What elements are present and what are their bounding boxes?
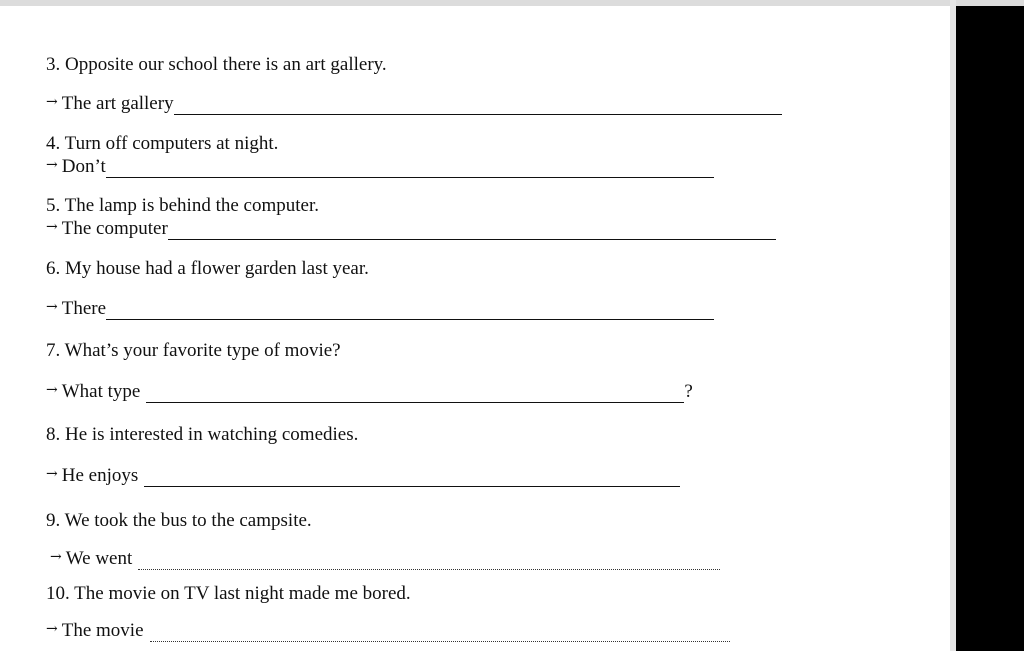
question-4 — [46, 133, 278, 155]
arrow-icon: → — [46, 466, 58, 482]
question-3 — [46, 54, 387, 76]
arrow-icon: → — [46, 382, 58, 398]
answer-6-prefix: There — [61, 298, 107, 319]
arrow-icon: → — [50, 549, 62, 565]
answer-9-blank[interactable] — [138, 553, 720, 570]
answer-4-blank[interactable] — [106, 161, 714, 178]
answer-5-prefix: The computer — [61, 218, 168, 239]
question-9 — [46, 510, 312, 532]
answer-line-9 — [50, 548, 720, 570]
question-8-text: 8. He is interested in watching comedies. — [46, 424, 359, 445]
question-5-text: 5. The lamp is behind the computer. — [46, 195, 319, 216]
answer-3-prefix: The art gallery — [61, 93, 174, 114]
arrow-icon: → — [46, 157, 58, 173]
arrow-icon: → — [46, 94, 58, 110]
answer-7-prefix: What type — [61, 381, 141, 402]
answer-10-prefix: The movie — [61, 620, 144, 641]
question-10-text: 10. The movie on TV last night made me bored. — [46, 583, 411, 604]
question-7 — [46, 340, 341, 362]
answer-8-blank[interactable] — [144, 470, 680, 487]
question-6 — [46, 258, 369, 280]
answer-6-blank[interactable] — [106, 303, 714, 320]
answer-line-8 — [46, 465, 680, 487]
question-3-text: 3. Opposite our school there is an art gallery. — [46, 54, 387, 75]
arrow-icon: → — [46, 299, 58, 315]
answer-7-blank[interactable] — [146, 386, 684, 403]
answer-line-5 — [46, 218, 776, 240]
answer-line-7 — [46, 381, 693, 403]
question-5 — [46, 195, 319, 217]
document-page — [0, 6, 950, 651]
answer-8-prefix: He enjoys — [61, 465, 139, 486]
answer-line-3 — [46, 93, 782, 115]
answer-line-10 — [46, 620, 730, 642]
question-4-text: 4. Turn off computers at night. — [46, 133, 279, 154]
question-9-text: 9. We took the bus to the campsite. — [46, 510, 312, 531]
answer-10-blank[interactable] — [150, 625, 730, 642]
arrow-icon: → — [46, 621, 58, 637]
answer-7-suffix: ? — [684, 381, 693, 402]
arrow-icon: → — [46, 219, 58, 235]
answer-3-blank[interactable] — [174, 98, 782, 115]
page-edge-border — [950, 0, 956, 651]
answer-4-prefix: Don’t — [61, 156, 106, 177]
answer-9-prefix: We went — [65, 548, 133, 569]
answer-line-4 — [46, 156, 714, 178]
question-7-text: 7. What’s your favorite type of movie? — [46, 340, 341, 361]
answer-5-blank[interactable] — [168, 223, 776, 240]
question-6-text: 6. My house had a flower garden last year. — [46, 258, 369, 279]
answer-line-6 — [46, 298, 714, 320]
question-10 — [46, 583, 411, 605]
question-8 — [46, 424, 358, 446]
